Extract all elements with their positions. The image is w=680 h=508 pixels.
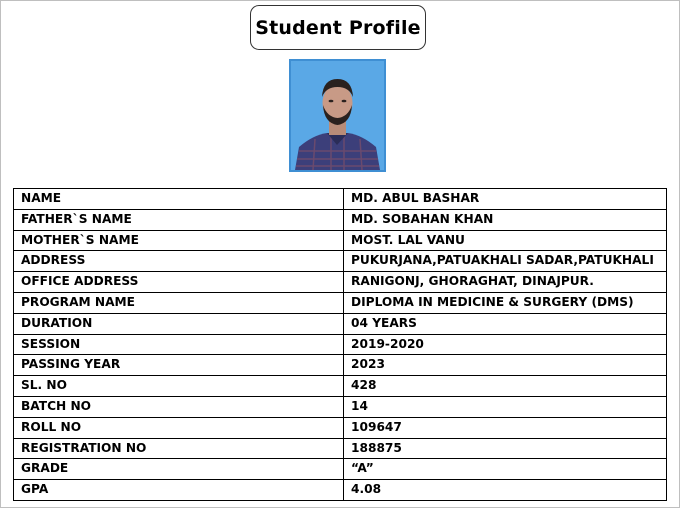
table-row [14,396,667,417]
field-value: MD. SOBAHAN KHAN [344,209,667,230]
field-value: MD. ABUL BASHAR [344,189,667,210]
field-label: SESSION [14,334,344,355]
field-value: 2019-2020 [344,334,667,355]
page-title: Student Profile [250,5,426,50]
field-label: SL. NO [14,376,344,397]
table-row [14,230,667,251]
field-value: PUKURJANA,PATUAKHALI SADAR,PATUKHALI [344,251,667,272]
field-label: FATHER`S NAME [14,209,344,230]
field-label: GRADE [14,459,344,480]
field-label: ROLL NO [14,417,344,438]
field-value: 14 [344,396,667,417]
field-label: REGISTRATION NO [14,438,344,459]
field-value: RANIGONJ, GHORAGHAT, DINAJPUR. [344,272,667,293]
table-row [14,376,667,397]
table-row [14,189,667,210]
field-label: BATCH NO [14,396,344,417]
table-row [14,459,667,480]
table-row [14,313,667,334]
field-value: 428 [344,376,667,397]
field-label: OFFICE ADDRESS [14,272,344,293]
field-label: GPA [14,480,344,501]
field-value: 109647 [344,417,667,438]
field-value: 188875 [344,438,667,459]
field-label: MOTHER`S NAME [14,230,344,251]
table-row [14,272,667,293]
field-label: PROGRAM NAME [14,292,344,313]
field-value: DIPLOMA IN MEDICINE & SURGERY (DMS) [344,292,667,313]
field-label: ADDRESS [14,251,344,272]
table-row [14,292,667,313]
field-value: 4.08 [344,480,667,501]
field-value: 04 YEARS [344,313,667,334]
table-row [14,251,667,272]
student-photo [289,59,386,172]
table-row [14,417,667,438]
field-label: PASSING YEAR [14,355,344,376]
table-row [14,480,667,501]
field-value: MOST. LAL VANU [344,230,667,251]
profile-table [13,188,667,501]
field-label: DURATION [14,313,344,334]
field-value: “A” [344,459,667,480]
field-value: 2023 [344,355,667,376]
table-row [14,355,667,376]
table-row [14,209,667,230]
table-row [14,438,667,459]
field-label: NAME [14,189,344,210]
table-row [14,334,667,355]
